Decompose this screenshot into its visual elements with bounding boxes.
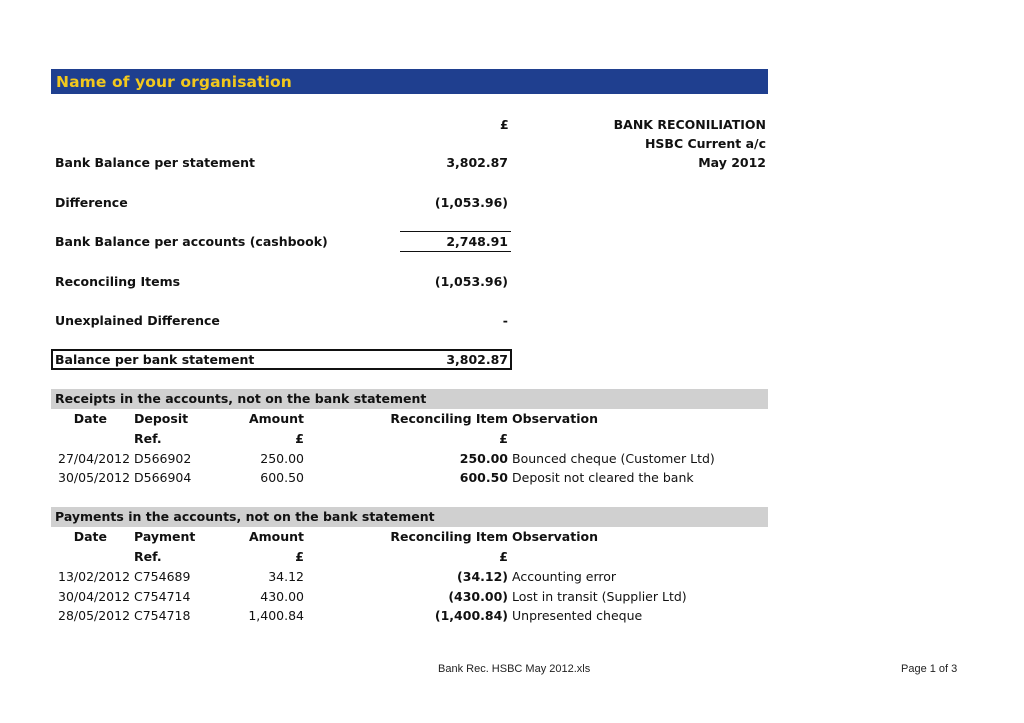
col-header-date: Date (73, 411, 107, 426)
row-date: 13/02/2012 (58, 569, 131, 584)
row-amount: 430.00 (260, 589, 304, 604)
col-header-ref2: Ref. (134, 431, 162, 446)
summary-label: Balance per bank statement (55, 352, 255, 367)
payments-heading: Payments in the accounts, not on the bank statement (55, 509, 435, 524)
col-header-item: Reconciling Item (390, 529, 508, 544)
col-header-amount: Amount (248, 529, 304, 544)
col-header-item-unit: £ (499, 431, 508, 446)
row-ref: C754689 (134, 569, 191, 584)
footer-page-number: Page 1 of 3 (901, 663, 958, 675)
summary-value: 3,802.87 (446, 352, 508, 367)
row-observation: Lost in transit (Supplier Ltd) (512, 589, 687, 604)
row-ref: C754718 (134, 608, 191, 623)
row-item: (1,400.84) (434, 608, 508, 623)
summary-label: Difference (55, 195, 128, 210)
col-header-observation: Observation (512, 411, 598, 426)
report-title: BANK RECONILIATION (613, 117, 766, 132)
payments-section-header (51, 507, 768, 527)
currency-header: £ (500, 117, 509, 132)
report-account: HSBC Current a/c (644, 136, 766, 151)
summary-label: Bank Balance per statement (55, 155, 255, 170)
row-amount: 250.00 (260, 451, 304, 466)
row-date: 27/04/2012 (58, 451, 131, 466)
col-header-item-unit: £ (499, 549, 508, 564)
organisation-name: Name of your organisation (56, 73, 292, 91)
col-header-ref2: Ref. (134, 549, 162, 564)
summary-value: 3,802.87 (446, 155, 508, 170)
row-ref: D566902 (134, 451, 192, 466)
row-observation: Deposit not cleared the bank (512, 470, 694, 485)
row-item: 250.00 (459, 451, 508, 466)
summary-value: (1,053.96) (434, 195, 508, 210)
col-header-item: Reconciling Item (390, 411, 508, 426)
summary-label: Reconciling Items (55, 274, 181, 289)
summary-value: (1,053.96) (434, 274, 508, 289)
divider-line (400, 251, 511, 252)
row-item: 600.50 (459, 470, 508, 485)
col-header-amount: Amount (248, 411, 304, 426)
summary-value: - (502, 313, 508, 328)
summary-label: Bank Balance per accounts (cashbook) (55, 234, 328, 249)
row-observation: Bounced cheque (Customer Ltd) (512, 451, 715, 466)
summary-value: 2,748.91 (446, 234, 508, 249)
receipts-heading: Receipts in the accounts, not on the bank statement (55, 391, 427, 406)
summary-label: Unexplained Difference (55, 313, 220, 328)
row-amount: 600.50 (260, 470, 304, 485)
footer-filename: Bank Rec. HSBC May 2012.xls (438, 663, 591, 675)
row-amount: 1,400.84 (248, 608, 304, 623)
col-header-observation: Observation (512, 529, 598, 544)
row-observation: Accounting error (512, 569, 617, 584)
receipts-section-header (51, 389, 768, 409)
row-ref: D566904 (134, 470, 192, 485)
row-date: 30/04/2012 (58, 589, 131, 604)
row-date: 30/05/2012 (58, 470, 131, 485)
row-date: 28/05/2012 (58, 608, 131, 623)
divider-line (400, 231, 511, 232)
report-period: May 2012 (698, 155, 766, 170)
col-header-ref: Deposit (134, 411, 189, 426)
col-header-amount-unit: £ (295, 549, 304, 564)
col-header-amount-unit: £ (295, 431, 304, 446)
row-amount: 34.12 (268, 569, 304, 584)
row-observation: Unpresented cheque (512, 608, 643, 623)
row-item: (430.00) (448, 589, 508, 604)
row-ref: C754714 (134, 589, 191, 604)
organisation-title-bar (51, 69, 768, 94)
col-header-date: Date (73, 529, 107, 544)
row-item: (34.12) (457, 569, 508, 584)
col-header-ref: Payment (134, 529, 196, 544)
